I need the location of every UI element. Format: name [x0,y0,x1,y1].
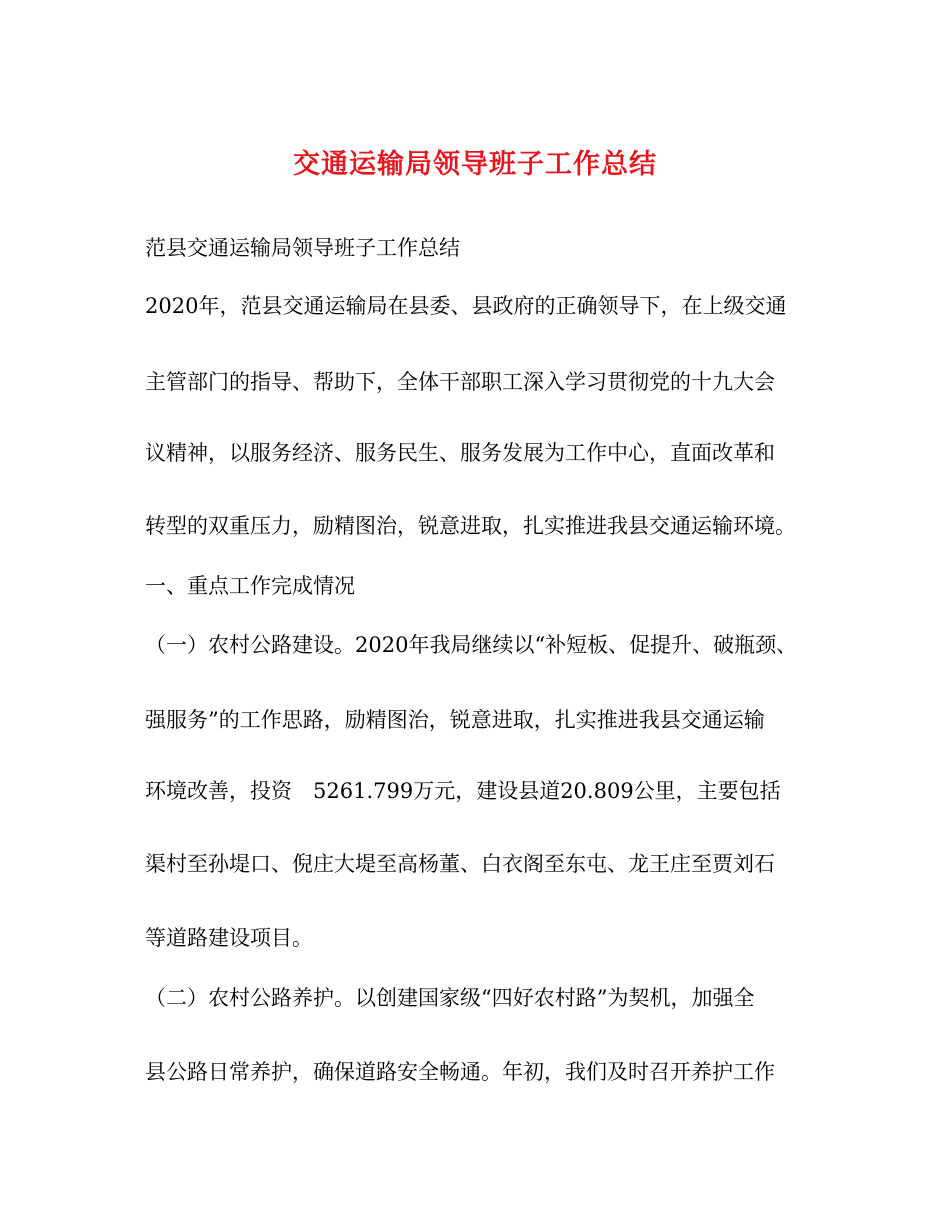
paragraph-line: 环境改善，投资 5261.799万元，建设县道20.809公里，主要包括 [145,779,781,803]
paragraph-line: 议精神，以服务经济、服务民生、服务发展为工作中心，直面改革和 [145,441,775,465]
paragraph-line: 等道路建设项目。 [145,926,313,950]
paragraph-line: （二）农村公路养护。以创建国家级“四好农村路”为契机，加强全 [145,986,755,1010]
paragraph-line: 2020年，范县交通运输局在县委、县政府的正确领导下，在上级交通 [145,294,787,318]
document-title: 交通运输局领导班子工作总结 [293,149,657,180]
paragraph-line: 转型的双重压力，励精图治，锐意进取，扎实推进我县交通运输环境。 [145,514,796,538]
paragraph-line: 强服务”的工作思路，励精图治，锐意进取，扎实推进我县交通运输 [145,708,765,732]
paragraph-line: 主管部门的指导、帮助下，全体干部职工深入学习贯彻党的十九大会 [145,370,775,394]
subtitle-line: 范县交通运输局领导班子工作总结 [145,236,460,260]
section-heading: 一、重点工作完成情况 [145,574,355,598]
paragraph-line: 县公路日常养护，确保道路安全畅通。年初，我们及时召开养护工作 [145,1060,775,1084]
paragraph-line: 渠村至孙堤口、倪庄大堤至高杨董、白衣阁至东屯、龙王庄至贾刘石 [145,852,775,876]
paragraph-line: （一）农村公路建设。2020年我局继续以“补短板、促提升、破瓶颈、 [145,633,798,657]
